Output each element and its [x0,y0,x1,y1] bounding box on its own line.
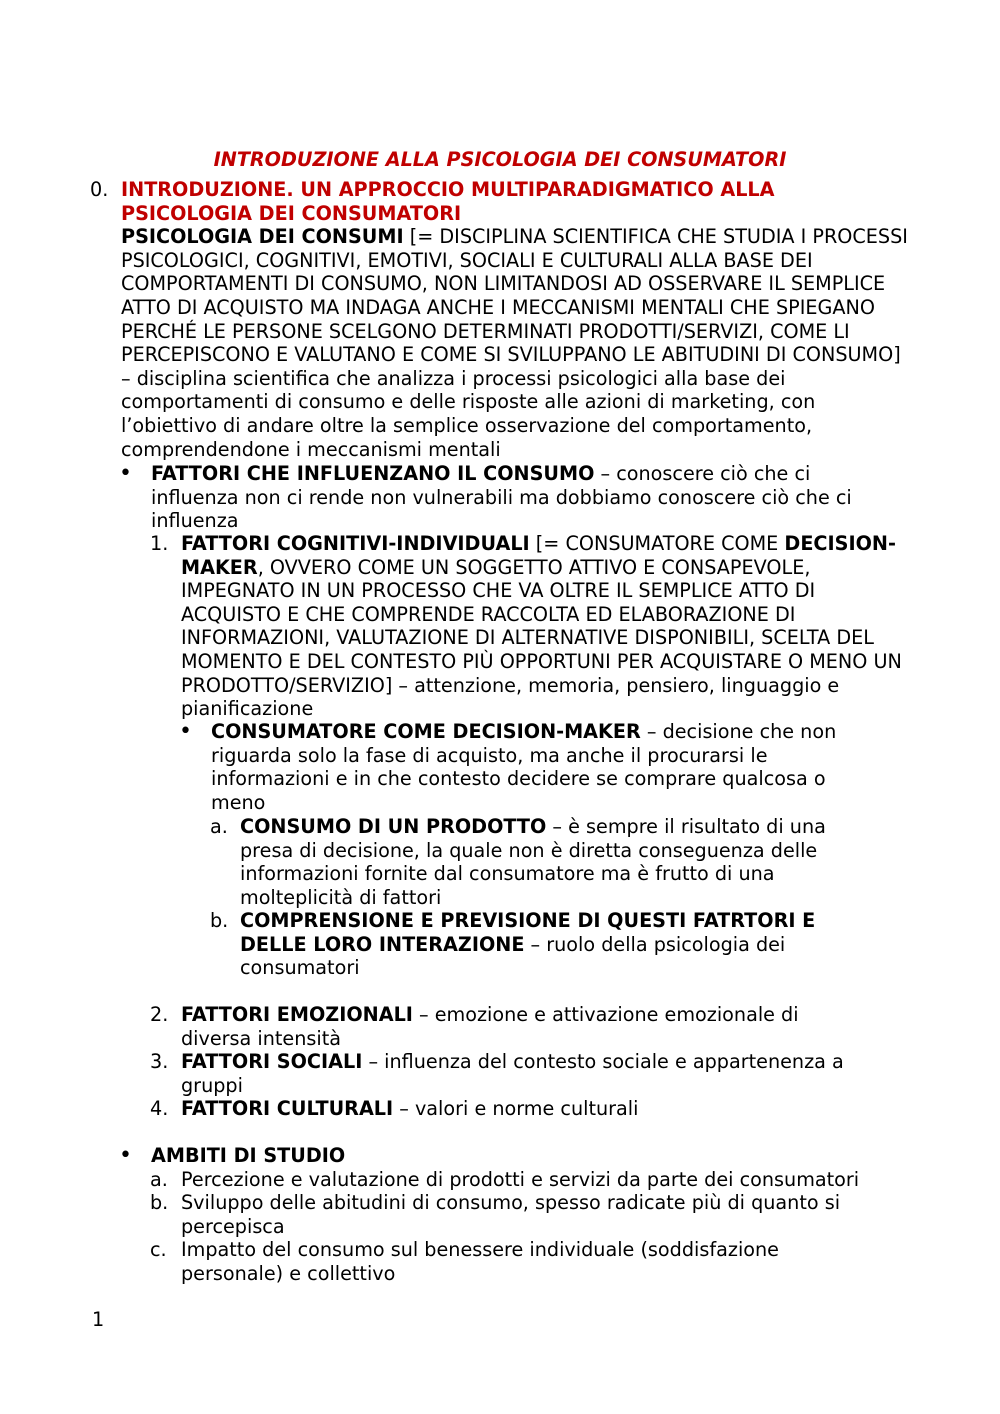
term-culturali: FATTORI CULTURALI [181,1097,394,1120]
ambiti-item-text: Impatto del consumo sul benessere individuale (soddisfazione personale) e collettivo [181,1238,779,1285]
ambiti-item-text: Sviluppo delle abitudini di consumo, spesso radicate più di quanto si percepisca [181,1191,841,1238]
list-item-b [210,909,860,980]
section-heading: INTRODUZIONE. UN APPROCCIO MULTIPARADIGMATICO ALLA PSICOLOGIA DEI CONSUMATORI [121,178,775,225]
factor-2 [150,1003,861,1050]
decision-maker-text: – decisione che non riguarda solo la fase di acquisto, ma anche il procurarsi le informazioni e in che contesto decidere se comprare qualcosa o meno [211,720,837,814]
term-comprensione: COMPRENSIONE E PREVISIONE DI QUESTI FATRTORI E DELLE LORO INTERAZIONE [240,909,816,956]
decision-maker-bullet [179,719,881,814]
term-decision-maker: DECISION-MAKER [181,532,896,579]
factor-4-text: – valori e norme culturali [393,1097,639,1120]
section-0 [90,178,911,461]
item-marker: b. [210,909,229,932]
term-emozionali: FATTORI EMOZIONALI [181,1003,413,1026]
page-title: INTRODUZIONE ALLA PSICOLOGIA DEI CONSUMATORI [213,148,787,171]
item-marker: c. [150,1238,167,1261]
ambiti-item-text: Percezione e valutazione di prodotti e servizi da parte dei consumatori [181,1168,860,1191]
term-cognitivi: FATTORI COGNITIVI-INDIVIDUALI [181,532,530,555]
list-item [150,1238,841,1285]
item-marker: a. [210,815,228,838]
list-item [150,1191,881,1238]
factor-4 [150,1097,891,1121]
factor-1-text-a: [= CONSUMATORE COME [529,532,785,555]
page-number: 1 [92,1308,105,1331]
factor-1 [150,532,903,721]
factor-3 [150,1050,891,1097]
factors-text: – conoscere ciò che ci influenza non ci rende non vulnerabili ma dobbiamo conoscere ciò che ci influenza [151,462,852,533]
list-item-a [210,815,860,909]
factor-2-text: – emozione e attivazione emozionale di diversa intensità [181,1003,799,1050]
term-psicologia-consumi: PSICOLOGIA DEI CONSUMI [121,225,404,249]
ambiti-bullet [119,1143,911,1168]
factor-1-text-b: , OVVERO COME UN SOGGETTO ATTIVO E CONSAPEVOLE, IMPEGNATO IN UN PROCESSO CHE VA OLTRE IL SEMPLICE ATTO DI ACQUISTO E CHE COMPRENDE RACCOLTA ED ELABORAZIONE DI INFORMAZIONI, VALUTAZIONE DI ALTERNATIVE DISPONIBILI, SCELTA DEL MOMENTO E DEL CONTESTO PIÙ OPPORTUNI PER ACQUISTARE O MENO UN PRODOTTO/SERVIZIO] – attenzione, memoria, pensiero, linguaggio e pianificazione [181,555,902,721]
section-body [121,225,911,461]
bullet-icon: • [119,1143,132,1168]
factor-number: 4. [150,1097,169,1120]
term-consumatore: CONSUMATORE COME DECISION-MAKER [211,720,641,743]
factor-number: 1. [150,532,169,555]
list-item [150,1168,911,1192]
factor-3-text: – influenza del contesto sociale e appartenenza a gruppi [181,1050,844,1097]
term-fattori: FATTORI CHE INFLUENZANO IL CONSUMO [151,462,595,485]
factor-number: 2. [150,1003,169,1026]
bullet-icon: • [179,719,192,744]
bullet-icon: • [119,461,132,486]
item-marker: b. [150,1191,169,1214]
term-consumo-prodotto: CONSUMO DI UN PRODOTTO [240,815,547,838]
item-a-text: – è sempre il risultato di una presa di decisione, la quale non è diretta conseguenza delle informazioni fornite dal consumatore ma è frutto di una molteplicità di fattori [240,815,826,909]
term-ambiti: AMBITI DI STUDIO [151,1144,346,1167]
item-b-text: – ruolo della psicologia dei consumatori [240,932,786,980]
definition-text: [= DISCIPLINA SCIENTIFICA CHE STUDIA I PROCESSI PSICOLOGICI, COGNITIVI, EMOTIVI, SOCIALI E CULTURALI ALLA BASE DEI COMPORTAMENTI DI CONSUMO, NON LIMITANDOSI AD OSSERVARE IL SEMPLICE ATTO DI ACQUISTO MA INDAGA ANCHE I MECCANISMI MENTALI CHE SPIEGANO PERCHÉ LE PERSONE SCELGONO DETERMINATI PRODOTTI/SERVIZI, COME LI PERCEPISCONO E VALUTANO E COME SI SVILUPPANO LE ABITUDINI DI CONSUMO] – disciplina scientifica che analizza i processi psicologici alla base dei comportamenti di consumo e delle risposte alle azioni di marketing, con l’obiettivo di andare oltre la semplice osservazione del comportamento, comprendendone i meccanismi mentali [121,225,908,461]
term-sociali: FATTORI SOCIALI [181,1050,363,1073]
factor-number: 3. [150,1050,169,1073]
item-marker: a. [150,1168,168,1191]
factors-bullet [119,461,896,533]
section-number: 0. [90,178,109,201]
